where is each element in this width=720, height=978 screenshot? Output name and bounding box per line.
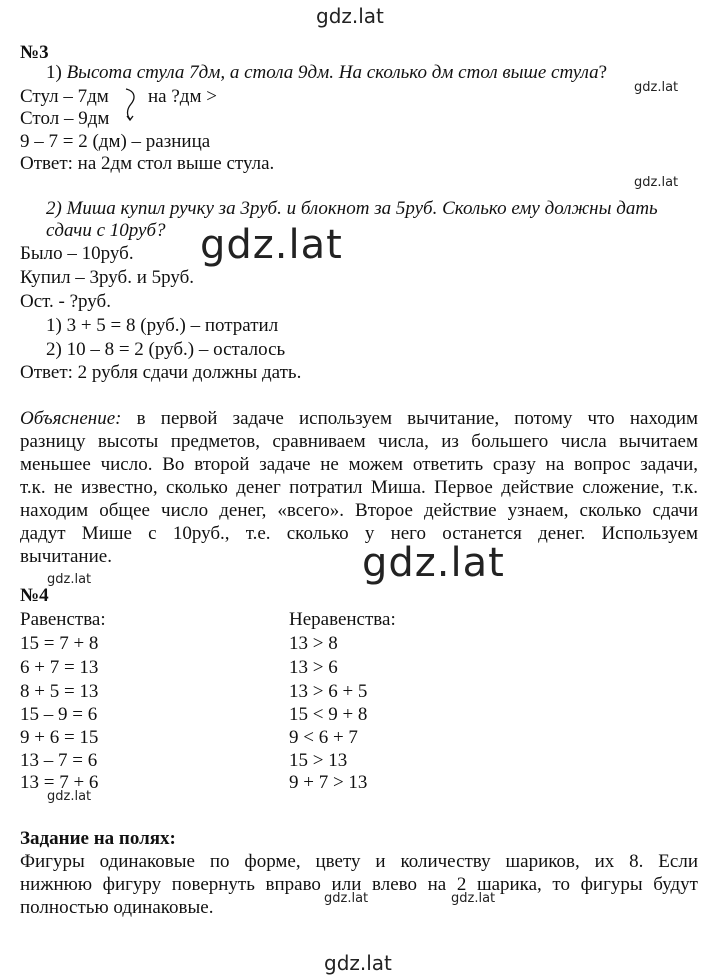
- explanation-line: т.к. не известно, сколько денег потратил Миша. Первое действие сложение, т.к.: [20, 477, 698, 498]
- bought-line: Купил – 3руб. и 5руб.: [20, 267, 195, 288]
- inequality-item: 13 > 8: [289, 633, 338, 654]
- equality-item: 13 – 7 = 6: [20, 750, 98, 771]
- margin-task-line: Фигуры одинаковые по форме, цвету и количеству шариков, их 8. Если: [20, 851, 698, 872]
- calc-line: 9 – 7 = 2 (дм) – разница: [20, 131, 211, 152]
- chair-line: Стул – 7дм: [20, 86, 109, 107]
- task4-heading: №4: [20, 585, 49, 606]
- watermark-small: gdz.lat: [451, 891, 496, 906]
- explanation-line: [20, 408, 698, 430]
- table-line: Стол – 9дм: [20, 108, 110, 129]
- explanation-line: разницу высоты предметов, сравниваем числа, из большего числа вычитаем: [20, 431, 698, 452]
- inequality-item: 15 < 9 + 8: [289, 704, 368, 725]
- explanation-text: в первой задаче используем вычитание, потому что находим: [136, 408, 699, 429]
- had-line: Было – 10руб.: [20, 243, 134, 264]
- curly-bracket-icon: [122, 86, 142, 122]
- watermark-small: gdz.lat: [47, 789, 92, 804]
- inequalities-header: Неравенства:: [289, 609, 396, 630]
- inequality-item: 9 < 6 + 7: [289, 727, 358, 748]
- question1-mark: ?: [598, 62, 608, 83]
- watermark-small: gdz.lat: [634, 175, 679, 190]
- equalities-header: Равенства:: [20, 609, 106, 630]
- equality-item: 13 = 7 + 6: [20, 772, 99, 793]
- explanation-label: Объяснение:: [20, 408, 122, 429]
- equality-item: 15 – 9 = 6: [20, 704, 98, 725]
- explanation-line: вычитание.: [20, 546, 112, 567]
- bracket-label: на ?дм >: [148, 86, 217, 107]
- inequality-item: 13 > 6 + 5: [289, 681, 368, 702]
- question1-text: Высота стула 7дм, а стола 9дм. На сколько дм стол выше стула: [66, 62, 599, 83]
- answer2-line: Ответ: 2 рубля сдачи должны дать.: [20, 362, 302, 383]
- watermark-small: gdz.lat: [634, 80, 679, 95]
- inequality-item: 15 > 13: [289, 750, 348, 771]
- equality-item: 6 + 7 = 13: [20, 657, 99, 678]
- question2-line2: сдачи с 10руб?: [46, 220, 166, 241]
- step2-line: 2) 10 – 8 = 2 (руб.) – осталось: [46, 339, 286, 360]
- task3-question1: [46, 62, 607, 84]
- equality-item: 8 + 5 = 13: [20, 681, 99, 702]
- equality-item: 15 = 7 + 8: [20, 633, 99, 654]
- watermark-bottom: gdz.lat: [324, 951, 392, 975]
- watermark-small: gdz.lat: [47, 572, 92, 587]
- watermark-large: gdz.lat: [362, 540, 505, 586]
- inequality-item: 13 > 6: [289, 657, 338, 678]
- watermark-top: gdz.lat: [316, 4, 384, 28]
- explanation-line: дадут Мише с 10руб., т.е. сколько у него останется денег. Используем: [20, 523, 698, 544]
- answer1-line: Ответ: на 2дм стол выше стула.: [20, 153, 275, 174]
- explanation-line: находим общее число денег, «всего». Второе действие узнаем, сколько сдачи: [20, 500, 698, 521]
- question1-number: 1): [46, 62, 62, 83]
- step1-line: 1) 3 + 5 = 8 (руб.) – потратил: [46, 315, 279, 336]
- margin-task-line: нижнюю фигуру повернуть вправо или влево на 2 шарика, то фигуры будут: [20, 874, 698, 895]
- margin-task-line: полностью одинаковые.: [20, 897, 214, 918]
- task3-heading: №3: [20, 42, 49, 63]
- margin-task-heading: Задание на полях:: [20, 828, 176, 849]
- watermark-large: gdz.lat: [200, 222, 343, 268]
- question2-line1: 2) Миша купил ручку за 3руб. и блокнот за 5руб. Сколько ему должны дать: [46, 198, 658, 219]
- equality-item: 9 + 6 = 15: [20, 727, 99, 748]
- left-line: Ост. - ?руб.: [20, 291, 111, 312]
- explanation-line: меньшее число. Во второй задаче не можем ответить сразу на вопрос задачи,: [20, 454, 698, 475]
- watermark-small: gdz.lat: [324, 891, 369, 906]
- inequality-item: 9 + 7 > 13: [289, 772, 368, 793]
